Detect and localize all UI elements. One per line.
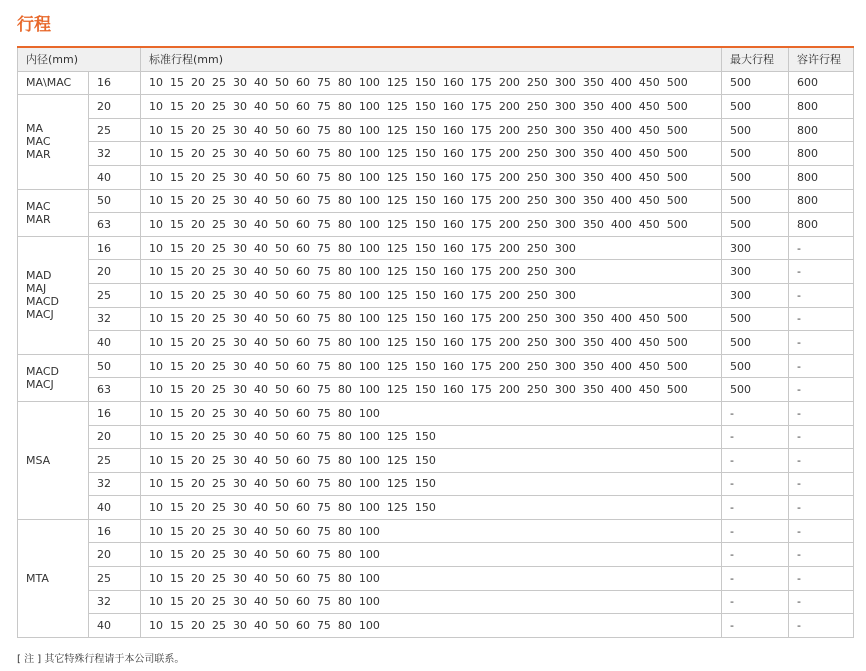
- model-name: MAC: [26, 135, 51, 149]
- strokes-cell: 10 15 20 25 30 40 50 60 75 80 100 125 150: [141, 449, 722, 473]
- table-header-row: [18, 47, 854, 71]
- bore-cell: 63: [89, 213, 141, 237]
- allow-stroke-cell: -: [789, 236, 854, 260]
- strokes-cell: 10 15 20 25 30 40 50 60 75 80 100 125 150: [141, 425, 722, 449]
- bore-cell: 20: [89, 95, 141, 119]
- model-name: MSA: [26, 453, 51, 467]
- allow-stroke-cell: 800: [789, 213, 854, 237]
- table-row: [18, 189, 854, 213]
- bore-cell: 32: [89, 142, 141, 166]
- max-stroke-cell: 300: [722, 236, 789, 260]
- max-stroke-cell: 500: [722, 354, 789, 378]
- max-stroke-cell: 500: [722, 331, 789, 355]
- max-stroke-cell: -: [722, 449, 789, 473]
- model-cell: [18, 236, 89, 354]
- table-row: [18, 142, 854, 166]
- allow-stroke-cell: -: [789, 567, 854, 591]
- model-name: MACD: [26, 295, 59, 309]
- bore-cell: 25: [89, 567, 141, 591]
- table-row: [18, 165, 854, 189]
- table-row: [18, 496, 854, 520]
- max-stroke-cell: -: [722, 543, 789, 567]
- bore-cell: 50: [89, 354, 141, 378]
- max-stroke-cell: 500: [722, 189, 789, 213]
- table-row: [18, 449, 854, 473]
- model-name: MACJ: [26, 308, 54, 322]
- model-name: MACD: [26, 364, 59, 378]
- bore-cell: 16: [89, 236, 141, 260]
- allow-stroke-cell: 800: [789, 165, 854, 189]
- strokes-cell: 10 15 20 25 30 40 50 60 75 80 100 125 150 160 175 200 250 300 350 400 450 500: [141, 71, 722, 95]
- model-cell: [18, 354, 89, 401]
- bore-cell: 32: [89, 472, 141, 496]
- model-cell: [18, 519, 89, 637]
- table-row: [18, 260, 854, 284]
- max-stroke-cell: 500: [722, 71, 789, 95]
- page-title: 行程: [17, 15, 51, 35]
- strokes-cell: 10 15 20 25 30 40 50 60 75 80 100 125 150 160 175 200 250 300 350 400 450 500: [141, 95, 722, 119]
- allow-stroke-cell: -: [789, 590, 854, 614]
- table-row: [18, 213, 854, 237]
- allow-stroke-cell: -: [789, 543, 854, 567]
- strokes-cell: 10 15 20 25 30 40 50 60 75 80 100 125 150 160 175 200 250 300 350 400 450 500: [141, 307, 722, 331]
- max-stroke-cell: -: [722, 496, 789, 520]
- bore-cell: 50: [89, 189, 141, 213]
- max-stroke-cell: 500: [722, 118, 789, 142]
- bore-cell: 25: [89, 118, 141, 142]
- strokes-cell: 10 15 20 25 30 40 50 60 75 80 100: [141, 614, 722, 638]
- allow-stroke-cell: -: [789, 614, 854, 638]
- allow-stroke-cell: 800: [789, 118, 854, 142]
- model-name: MAD: [26, 269, 52, 283]
- allow-stroke-cell: -: [789, 260, 854, 284]
- model-name: MAR: [26, 148, 51, 162]
- table-row: [18, 519, 854, 543]
- model-name: MAJ: [26, 282, 47, 296]
- table-row: [18, 567, 854, 591]
- allow-stroke-cell: -: [789, 472, 854, 496]
- strokes-cell: 10 15 20 25 30 40 50 60 75 80 100 125 150: [141, 472, 722, 496]
- max-stroke-cell: 300: [722, 260, 789, 284]
- model-cell: [18, 71, 89, 95]
- table-row: [18, 543, 854, 567]
- max-stroke-cell: 500: [722, 95, 789, 119]
- max-stroke-cell: -: [722, 401, 789, 425]
- max-stroke-cell: 500: [722, 378, 789, 402]
- bore-cell: 40: [89, 496, 141, 520]
- bore-cell: 16: [89, 71, 141, 95]
- allow-stroke-cell: -: [789, 519, 854, 543]
- stroke-table: [17, 46, 854, 638]
- bore-cell: 63: [89, 378, 141, 402]
- strokes-cell: 10 15 20 25 30 40 50 60 75 80 100 125 150 160 175 200 250 300 350 400 450 500: [141, 142, 722, 166]
- max-stroke-cell: 500: [722, 165, 789, 189]
- bore-cell: 16: [89, 401, 141, 425]
- allow-stroke-cell: -: [789, 401, 854, 425]
- max-stroke-cell: -: [722, 425, 789, 449]
- bore-cell: 40: [89, 165, 141, 189]
- bore-cell: 32: [89, 590, 141, 614]
- strokes-cell: 10 15 20 25 30 40 50 60 75 80 100: [141, 401, 722, 425]
- table-body: [18, 71, 854, 637]
- allow-stroke-cell: -: [789, 354, 854, 378]
- header-bore: 内径(mm): [18, 47, 141, 71]
- strokes-cell: 10 15 20 25 30 40 50 60 75 80 100 125 150 160 175 200 250 300 350 400 450 500: [141, 118, 722, 142]
- model-cell: [18, 95, 89, 189]
- max-stroke-cell: -: [722, 472, 789, 496]
- model-cell: [18, 401, 89, 519]
- bore-cell: 20: [89, 260, 141, 284]
- allow-stroke-cell: -: [789, 378, 854, 402]
- strokes-cell: 10 15 20 25 30 40 50 60 75 80 100: [141, 567, 722, 591]
- max-stroke-cell: -: [722, 567, 789, 591]
- model-name: MA: [26, 122, 44, 136]
- bore-cell: 16: [89, 519, 141, 543]
- model-name: MAC: [26, 199, 51, 213]
- strokes-cell: 10 15 20 25 30 40 50 60 75 80 100 125 150 160 175 200 250 300 350 400 450 500: [141, 331, 722, 355]
- strokes-cell: 10 15 20 25 30 40 50 60 75 80 100 125 150: [141, 496, 722, 520]
- table-row: [18, 614, 854, 638]
- strokes-cell: 10 15 20 25 30 40 50 60 75 80 100: [141, 519, 722, 543]
- table-row: [18, 118, 854, 142]
- table-row: [18, 354, 854, 378]
- max-stroke-cell: 500: [722, 307, 789, 331]
- bore-cell: 25: [89, 449, 141, 473]
- header-max-stroke: 最大行程: [722, 47, 789, 71]
- table-row: [18, 401, 854, 425]
- max-stroke-cell: -: [722, 614, 789, 638]
- footnote: [ 注 ] 其它特殊行程请于本公司联系。: [17, 654, 185, 665]
- strokes-cell: 10 15 20 25 30 40 50 60 75 80 100 125 150 160 175 200 250 300: [141, 260, 722, 284]
- bore-cell: 20: [89, 543, 141, 567]
- max-stroke-cell: 500: [722, 142, 789, 166]
- allow-stroke-cell: -: [789, 307, 854, 331]
- bore-cell: 32: [89, 307, 141, 331]
- allow-stroke-cell: -: [789, 331, 854, 355]
- max-stroke-cell: 300: [722, 283, 789, 307]
- model-name: MAR: [26, 212, 51, 226]
- strokes-cell: 10 15 20 25 30 40 50 60 75 80 100 125 150 160 175 200 250 300 350 400 450 500: [141, 165, 722, 189]
- model-name: MTA: [26, 571, 49, 585]
- table-row: [18, 425, 854, 449]
- strokes-cell: 10 15 20 25 30 40 50 60 75 80 100 125 150 160 175 200 250 300: [141, 283, 722, 307]
- bore-cell: 40: [89, 331, 141, 355]
- allow-stroke-cell: 800: [789, 189, 854, 213]
- max-stroke-cell: 500: [722, 213, 789, 237]
- allow-stroke-cell: 600: [789, 71, 854, 95]
- table-row: [18, 71, 854, 95]
- table-row: [18, 331, 854, 355]
- strokes-cell: 10 15 20 25 30 40 50 60 75 80 100: [141, 543, 722, 567]
- strokes-cell: 10 15 20 25 30 40 50 60 75 80 100 125 150 160 175 200 250 300 350 400 450 500: [141, 378, 722, 402]
- allow-stroke-cell: -: [789, 425, 854, 449]
- allow-stroke-cell: -: [789, 449, 854, 473]
- allow-stroke-cell: 800: [789, 95, 854, 119]
- table-row: [18, 378, 854, 402]
- strokes-cell: 10 15 20 25 30 40 50 60 75 80 100 125 150 160 175 200 250 300 350 400 450 500: [141, 213, 722, 237]
- table-row: [18, 283, 854, 307]
- header-standard-stroke: 标准行程(mm): [141, 47, 722, 71]
- bore-cell: 40: [89, 614, 141, 638]
- header-allowable-stroke: 容许行程: [789, 47, 854, 71]
- bore-cell: 25: [89, 283, 141, 307]
- table-row: [18, 590, 854, 614]
- table-row: [18, 95, 854, 119]
- bore-cell: 20: [89, 425, 141, 449]
- table-row: [18, 236, 854, 260]
- allow-stroke-cell: -: [789, 283, 854, 307]
- model-name: MA\MAC: [26, 76, 72, 90]
- model-cell: [18, 189, 89, 236]
- strokes-cell: 10 15 20 25 30 40 50 60 75 80 100 125 150 160 175 200 250 300: [141, 236, 722, 260]
- strokes-cell: 10 15 20 25 30 40 50 60 75 80 100 125 150 160 175 200 250 300 350 400 450 500: [141, 189, 722, 213]
- max-stroke-cell: -: [722, 519, 789, 543]
- table-row: [18, 472, 854, 496]
- strokes-cell: 10 15 20 25 30 40 50 60 75 80 100: [141, 590, 722, 614]
- allow-stroke-cell: -: [789, 496, 854, 520]
- table-row: [18, 307, 854, 331]
- max-stroke-cell: -: [722, 590, 789, 614]
- model-name: MACJ: [26, 377, 54, 391]
- allow-stroke-cell: 800: [789, 142, 854, 166]
- strokes-cell: 10 15 20 25 30 40 50 60 75 80 100 125 150 160 175 200 250 300 350 400 450 500: [141, 354, 722, 378]
